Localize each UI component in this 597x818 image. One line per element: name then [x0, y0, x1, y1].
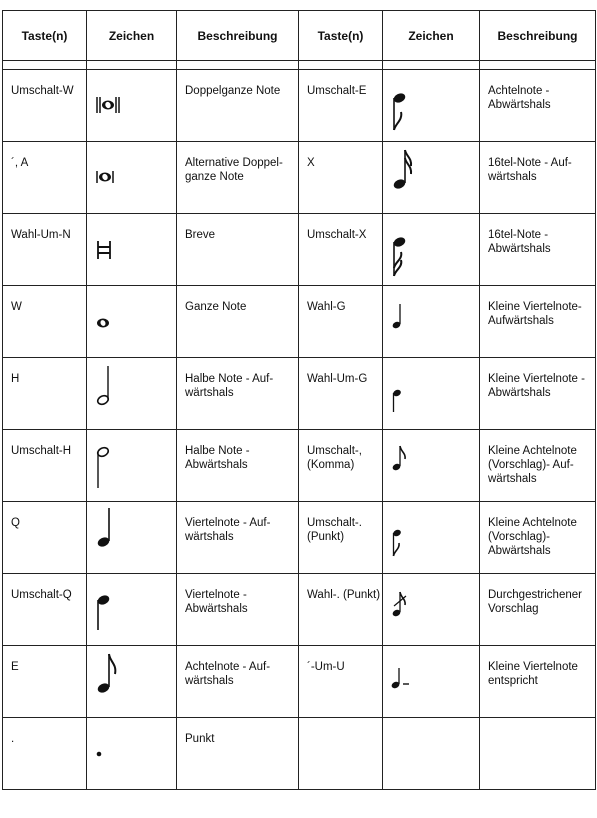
symbol-cell — [383, 358, 480, 430]
symbol-cell — [87, 430, 177, 502]
key-cell — [299, 646, 383, 718]
key-cell — [3, 358, 87, 430]
whole-note-icon — [87, 286, 176, 357]
table-row — [3, 142, 596, 214]
double-whole-note-icon — [87, 70, 176, 141]
key-cell — [3, 502, 87, 574]
small-grace-eighth-up-icon — [383, 430, 479, 501]
symbol-cell — [87, 70, 177, 142]
symbol-cell — [383, 574, 480, 646]
description-cell — [177, 430, 299, 502]
key-cell — [299, 718, 383, 790]
eighth-note-up-icon — [87, 646, 176, 717]
key-label: Umschalt-H — [11, 445, 72, 457]
description-cell — [177, 718, 299, 790]
key-cell — [299, 358, 383, 430]
symbol-cell — [87, 502, 177, 574]
key-cell — [3, 430, 87, 502]
key-label: Umschalt-W — [11, 85, 74, 97]
key-cell — [299, 214, 383, 286]
breve-icon — [87, 214, 176, 285]
symbol-cell — [87, 358, 177, 430]
table-row — [3, 718, 596, 790]
key-label: Umschalt-. (Punkt) — [307, 517, 362, 543]
description-cell — [480, 358, 596, 430]
description-text — [480, 718, 595, 732]
description-text: Achtelnote - Auf-wärtshals — [185, 661, 271, 687]
quarter-note-up-icon — [87, 502, 176, 573]
key-label: W — [11, 301, 22, 313]
symbol-cell — [383, 718, 480, 790]
key-label: Umschalt-, (Komma) — [307, 445, 362, 471]
description-cell — [177, 70, 299, 142]
alt-double-whole-note-icon — [87, 142, 176, 213]
description-text: Halbe Note - Abwärtshals — [185, 445, 250, 471]
key-label: Wahl-Um-G — [307, 373, 368, 385]
key-label: X — [307, 157, 315, 169]
symbol-cell — [383, 502, 480, 574]
key-label: Umschalt-E — [307, 85, 367, 97]
small-quarter-note-up-icon — [383, 286, 479, 357]
sixteenth-note-down-icon — [383, 214, 479, 285]
half-note-down-icon — [87, 430, 176, 501]
description-text: Doppelganze Note — [185, 85, 281, 97]
column-header-description: Beschreibung — [480, 11, 596, 61]
key-label: H — [11, 373, 20, 385]
key-label: Q — [11, 517, 20, 529]
description-text: Viertelnote - Abwärtshals — [185, 589, 248, 615]
key-label: Wahl-Um-N — [11, 229, 71, 241]
table-row — [3, 502, 596, 574]
key-label: Umschalt-Q — [11, 589, 72, 601]
symbol-cell — [87, 646, 177, 718]
table-header-row — [3, 11, 596, 61]
description-text: 16tel-Note - Auf-wärtshals — [488, 157, 572, 183]
key-cell — [299, 502, 383, 574]
key-cell — [3, 718, 87, 790]
description-cell — [480, 142, 596, 214]
description-cell — [177, 646, 299, 718]
symbol-cell — [383, 430, 480, 502]
key-cell — [3, 214, 87, 286]
key-cell — [299, 70, 383, 142]
description-text: Alternative Doppel-ganze Note — [185, 157, 283, 183]
column-header-description: Beschreibung — [177, 11, 299, 61]
symbol-cell — [87, 574, 177, 646]
description-cell — [480, 502, 596, 574]
key-label: Wahl-G — [307, 301, 346, 313]
symbol-cell — [87, 214, 177, 286]
table-row — [3, 430, 596, 502]
description-cell — [177, 574, 299, 646]
page-top-margin — [0, 0, 597, 10]
dot-icon — [87, 718, 176, 789]
header-spacer-row — [3, 61, 596, 70]
description-text: Breve — [185, 229, 216, 241]
description-text: Kleine Achtelnote (Vorschlag)-Abwärtshals — [488, 517, 577, 557]
description-cell — [177, 142, 299, 214]
table-row — [3, 70, 596, 142]
table-row — [3, 646, 596, 718]
description-text: Kleine Viertelnote entspricht — [488, 661, 578, 687]
description-cell — [480, 430, 596, 502]
symbol-cell — [383, 214, 480, 286]
key-label: . — [11, 733, 15, 745]
sixteenth-note-up-icon — [383, 142, 479, 213]
quarter-note-down-icon — [87, 574, 176, 645]
key-label: ´-Um-U — [307, 661, 345, 673]
symbol-cell — [383, 70, 480, 142]
description-cell — [480, 286, 596, 358]
key-cell — [299, 142, 383, 214]
half-note-up-icon — [87, 358, 176, 429]
key-label: Wahl-. (Punkt) — [307, 589, 381, 601]
description-cell — [480, 574, 596, 646]
description-text: Kleine Viertelnote-Aufwärtshals — [488, 301, 582, 327]
table-row — [3, 358, 596, 430]
symbol-cell — [87, 142, 177, 214]
description-text: Kleine Achtelnote (Vorschlag)- Auf-wärtshals — [488, 445, 577, 485]
description-text: Ganze Note — [185, 301, 247, 313]
description-cell — [177, 502, 299, 574]
column-header-glyph: Zeichen — [383, 11, 480, 61]
description-cell — [177, 286, 299, 358]
description-cell — [480, 718, 596, 790]
key-cell — [3, 646, 87, 718]
table-row — [3, 286, 596, 358]
key-cell — [3, 286, 87, 358]
symbol-cell — [383, 142, 480, 214]
symbol-cell — [87, 286, 177, 358]
column-header-key: Taste(n) — [3, 11, 87, 61]
symbol-cell — [383, 286, 480, 358]
column-header-glyph: Zeichen — [87, 11, 177, 61]
key-cell — [3, 70, 87, 142]
key-label: E — [11, 661, 19, 673]
key-cell — [3, 142, 87, 214]
key-cell — [299, 574, 383, 646]
column-header-key: Taste(n) — [299, 11, 383, 61]
key-cell — [299, 286, 383, 358]
table-row — [3, 574, 596, 646]
key-cell — [3, 574, 87, 646]
description-cell — [480, 646, 596, 718]
symbol-cell — [383, 646, 480, 718]
description-cell — [480, 70, 596, 142]
symbol-cell — [87, 718, 177, 790]
description-text: Viertelnote - Auf-wärtshals — [185, 517, 271, 543]
description-text: 16tel-Note - Abwärtshals — [488, 229, 551, 255]
description-text: Punkt — [185, 733, 215, 745]
description-cell — [177, 214, 299, 286]
small-grace-eighth-down-icon — [383, 502, 479, 573]
eighth-note-down-icon — [383, 70, 479, 141]
small-quarter-equals-icon — [383, 646, 479, 717]
description-cell — [480, 214, 596, 286]
key-cell — [299, 430, 383, 502]
table-row — [3, 214, 596, 286]
description-text: Durchgestrichener Vorschlag — [488, 589, 582, 615]
small-quarter-note-down-icon — [383, 358, 479, 429]
key-label: Umschalt-X — [307, 229, 367, 241]
key-label — [299, 718, 382, 732]
description-cell — [177, 358, 299, 430]
slashed-grace-note-icon — [383, 574, 479, 645]
description-text: Kleine Viertelnote - Abwärtshals — [488, 373, 585, 399]
description-text: Halbe Note - Auf-wärtshals — [185, 373, 274, 399]
description-text: Achtelnote - Abwärtshals — [488, 85, 551, 111]
key-label: ´, A — [11, 157, 29, 169]
shortcut-table — [2, 10, 596, 790]
